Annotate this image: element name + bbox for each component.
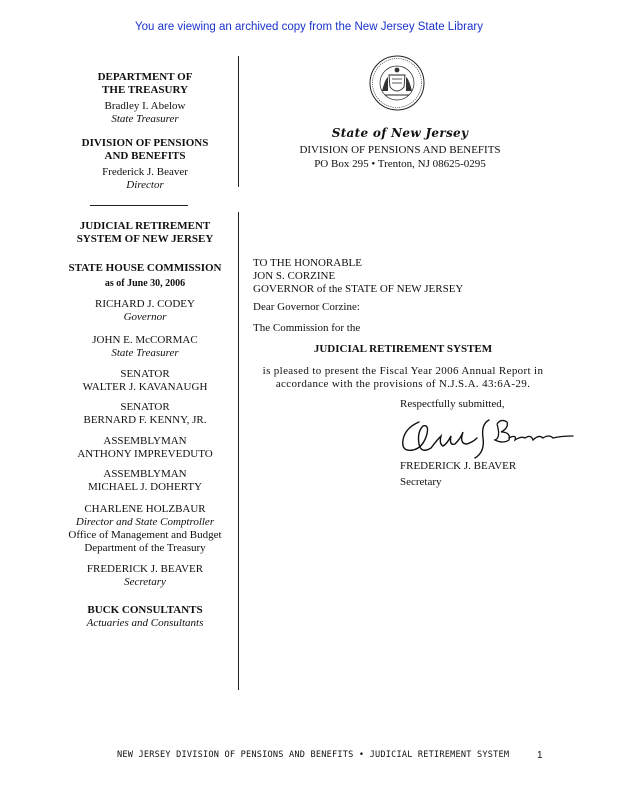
addressee-line1: TO THE HONORABLE: [253, 257, 362, 269]
commission-date: as of June 30, 2006: [104, 278, 186, 289]
addressee-line2: JON S. CORZINE: [253, 270, 336, 282]
salutation: Dear Governor Corzine:: [253, 301, 360, 313]
addressee-block: [253, 257, 553, 296]
division-line2: AND BENEFITS: [104, 150, 186, 162]
member-2: [60, 334, 230, 360]
page-number: 1: [537, 750, 543, 761]
actuary-name: BUCK CONSULTANTS: [87, 604, 203, 616]
left-rule: [90, 205, 188, 206]
division-heading: [60, 137, 230, 163]
column-divider-main: [238, 212, 239, 690]
member-5: [60, 435, 230, 461]
commission-heading: [60, 262, 230, 290]
letter-body-line2: accordance with the provisions of N.J.S.A. 43:6A-29.: [275, 378, 531, 390]
system-heading: [60, 220, 230, 246]
member-1: [60, 298, 230, 324]
member-6-title: ASSEMBLYMAN: [103, 468, 187, 480]
actuary-block: [60, 604, 230, 630]
state-seal-icon: [369, 55, 425, 111]
treasurer-title: State Treasurer: [111, 113, 179, 125]
director: [60, 166, 230, 192]
holzbaur-block: [60, 503, 230, 555]
member-1-title: Governor: [123, 311, 167, 323]
member-1-name: RICHARD J. CODEY: [95, 298, 195, 310]
member-5-name: ANTHONY IMPREVEDUTO: [77, 448, 213, 460]
member-2-name: JOHN E. McCORMAC: [92, 334, 198, 346]
closing: Respectfully submitted,: [400, 398, 505, 410]
letter-body: [253, 365, 553, 391]
director-title: Director: [126, 179, 164, 191]
member-3-title: SENATOR: [120, 368, 170, 380]
division-line1: DIVISION OF PENSIONS: [81, 137, 209, 149]
letterhead-division: DIVISION OF PENSIONS AND BENEFITS: [299, 144, 501, 156]
letter-intro: The Commission for the: [253, 322, 361, 334]
holzbaur-title: Director and State Comptroller: [75, 516, 215, 528]
signer-name: FREDERICK J. BEAVER: [400, 460, 517, 472]
holzbaur-office2: Department of the Treasury: [84, 542, 206, 554]
letter-body-line1: is pleased to present the Fiscal Year 2006 Annual Report in: [262, 365, 544, 377]
archive-banner: You are viewing an archived copy from the New Jersey State Library: [135, 21, 483, 33]
member-6: [60, 468, 230, 494]
signer-title: Secretary: [400, 476, 442, 488]
member-5-title: ASSEMBLYMAN: [103, 435, 187, 447]
member-4: [60, 401, 230, 427]
member-2-title: State Treasurer: [111, 347, 179, 359]
signer-block: [400, 460, 550, 489]
signature: [397, 414, 577, 460]
dept-line2: THE TREASURY: [102, 84, 188, 96]
commission-title: STATE HOUSE COMMISSION: [68, 262, 222, 274]
secretary-title: Secretary: [124, 576, 166, 588]
system-line1: JUDICIAL RETIREMENT: [79, 220, 211, 232]
secretary-block: [60, 563, 230, 589]
letterhead-address: PO Box 295 • Trenton, NJ 08625-0295: [314, 158, 486, 170]
addressee-line3: GOVERNOR of the STATE OF NEW JERSEY: [253, 283, 464, 295]
dept-line1: DEPARTMENT OF: [97, 71, 193, 83]
member-3-name: WALTER J. KAVANAUGH: [82, 381, 208, 393]
system-line2: SYSTEM OF NEW JERSEY: [76, 233, 214, 245]
letterhead: [290, 143, 510, 171]
member-3: [60, 368, 230, 394]
treasurer-name: Bradley I. Abelow: [104, 100, 186, 112]
state-name-script: State of New Jersey: [331, 126, 469, 140]
holzbaur-office1: Office of Management and Budget: [68, 529, 222, 541]
actuary-title: Actuaries and Consultants: [86, 617, 204, 629]
member-4-name: BERNARD F. KENNY, JR.: [83, 414, 207, 426]
footer-text: NEW JERSEY DIVISION OF PENSIONS AND BENEFITS • JUDICIAL RETIREMENT SYSTEM: [117, 750, 510, 760]
treasurer: [60, 100, 230, 126]
holzbaur-name: CHARLENE HOLZBAUR: [84, 503, 206, 515]
member-4-title: SENATOR: [120, 401, 170, 413]
secretary-name: FREDERICK J. BEAVER: [86, 563, 204, 575]
director-name: Frederick J. Beaver: [102, 166, 188, 178]
column-divider-top: [238, 56, 239, 187]
dept-heading: [60, 71, 230, 97]
system-name: JUDICIAL RETIREMENT SYSTEM: [313, 343, 493, 355]
member-6-name: MICHAEL J. DOHERTY: [87, 481, 203, 493]
